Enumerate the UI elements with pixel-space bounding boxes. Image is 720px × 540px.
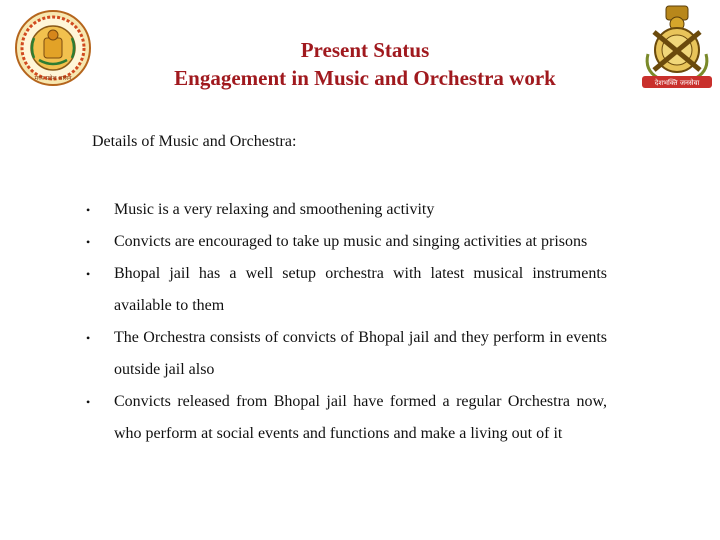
title-line-2: Engagement in Music and Orchestra work — [174, 66, 556, 90]
list-item — [86, 322, 607, 386]
left-logo-text: मध्य प्रदेश शासन — [34, 75, 72, 82]
bullet-list — [86, 194, 607, 450]
title-line-1: Present Status — [300, 38, 430, 62]
bullet-text: Convicts released from Bhopal jail have formed a regular Orchestra now, who perform at social events and functions and make a living out of it — [114, 393, 607, 442]
bullet-icon: • — [86, 267, 91, 281]
list-item — [86, 194, 607, 226]
mp-state-emblem-icon — [6, 8, 100, 88]
bullet-icon: • — [86, 395, 91, 409]
right-logo-text: देशभक्ति जनसेवा — [654, 79, 700, 87]
mp-police-emblem-icon — [636, 4, 718, 98]
list-item — [86, 258, 607, 322]
bullet-text: The Orchestra consists of convicts of Bhopal jail and they perform in events outside jail also — [114, 329, 607, 378]
page-title — [110, 36, 620, 92]
bullet-icon: • — [86, 331, 91, 345]
bullet-icon: • — [86, 235, 91, 249]
bullet-text: Bhopal jail has a well setup orchestra with latest musical instruments available to them — [114, 265, 607, 314]
list-item — [86, 386, 607, 450]
list-item — [86, 226, 607, 258]
bullet-text: Convicts are encouraged to take up music and singing activities at prisons — [114, 233, 588, 250]
bullet-icon: • — [86, 203, 91, 217]
bullet-text: Music is a very relaxing and smoothening activity — [114, 201, 435, 218]
section-heading: Details of Music and Orchestra: — [92, 133, 297, 150]
